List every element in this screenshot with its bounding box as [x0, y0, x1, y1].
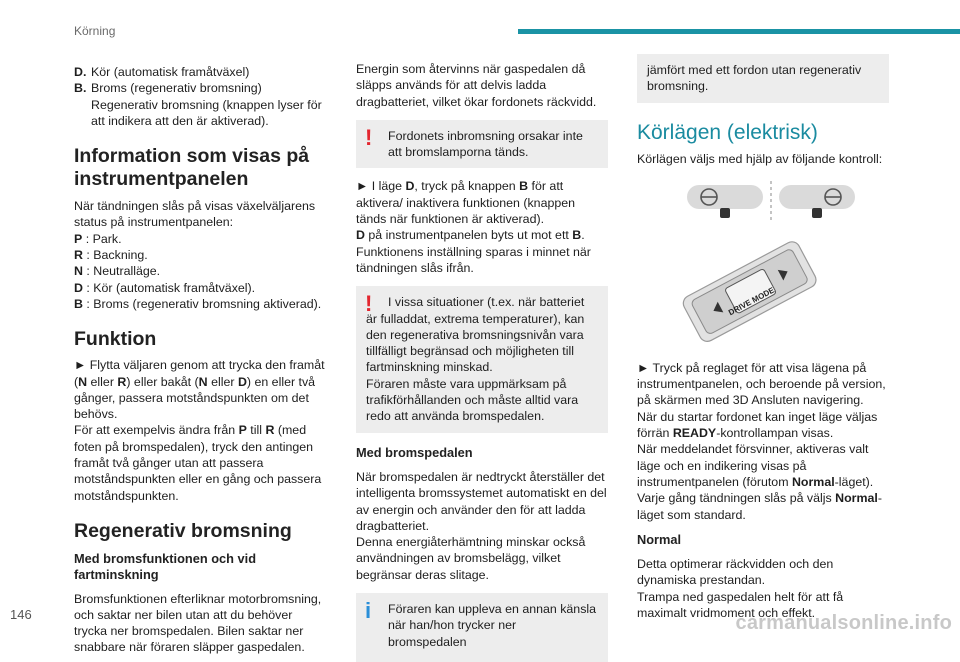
steering-wheel-icon [779, 185, 855, 218]
page-number: 146 [10, 607, 32, 622]
pedal-text-2: Denna energiåterhämtning minskar också användningen av bromsbelägg, vilket begränsar deras slitage. [356, 535, 586, 582]
heading-drive-modes: Körlägen (elektrisk) [637, 120, 818, 144]
list-item-b [74, 80, 326, 96]
funktion-step: ► Flytta väljaren genom att trycka den framåt (N eller R) eller bakåt (N eller D) en eller två gånger, passera motståndspunkten om det behövs. [74, 358, 325, 422]
heading-funktion: Funktion [74, 328, 157, 351]
status-item: R : Backning. [74, 248, 148, 263]
column-1 [74, 64, 326, 656]
regen-step-3: Funktionens inställning sparas i minnet när tändningen slås ifrån. [356, 244, 591, 275]
list-text: Broms (regenerativ bromsning) [91, 81, 262, 96]
steering-wheel-icon [687, 185, 763, 218]
info-text: jämfört med ett fordon utan regenerativ bromsning. [647, 63, 862, 94]
list-key: D. [74, 65, 87, 79]
drive-mode-button-label: DRIVE MODE [726, 285, 776, 318]
info-text: Föraren kan uppleva en annan känsla när han/hon trycker ner bromspedalen [388, 602, 597, 649]
info-icon: i [365, 598, 372, 624]
list-text: Kör (automatisk framåtväxel) [91, 65, 250, 79]
normal-text: Detta optimerar räckvidden och den dynamiska prestandan. [637, 557, 834, 588]
heading-regen: Regenerativ bromsning [74, 519, 292, 542]
status-list [74, 231, 326, 312]
warning-box [356, 120, 608, 169]
modes-step: ► Tryck på reglaget för att visa lägena på instrumentpanelen, och beroende på version, på skärmen med 3D Ansluten navigering. [637, 360, 886, 408]
modes-intro: Körlägen väljs med hjälp av följande kontroll: [637, 151, 883, 166]
heading-instrument-info: Information som visas på instrumentpanelen [74, 145, 310, 191]
regen-step-2: D på instrumentpanelen byts ut mot ett B. [356, 228, 585, 243]
column-2 [356, 61, 608, 662]
info-box [356, 593, 608, 662]
list-subtext: Regenerativ bromsning (knappen lyser för att indikera att den är aktiverad). [91, 97, 322, 128]
list-item-d [74, 64, 326, 80]
status-item: N : Neutralläge. [74, 264, 161, 279]
column-3 [637, 54, 889, 621]
warning-text-more: Föraren måste vara uppmärksam på trafikförhållanden och måste alltid vara redo att använda bromspedalen. [366, 376, 579, 424]
subheading-pedal: Med bromspedalen [356, 444, 473, 460]
drive-mode-control-illustration [637, 173, 889, 358]
normal-text-2: Trampa ned gaspedalen helt för att få maximalt vridmoment och effekt. [637, 589, 844, 621]
drive-mode-switch [681, 239, 819, 344]
warning-box-2 [356, 286, 608, 432]
header-accent-bar [518, 29, 960, 34]
watermark: carmanualsonline.info [735, 612, 952, 634]
pedal-text: När bromspedalen är nedtryckt återställer det intelligenta bromssystemet automatiskt en del av energin och använder den för att ladda dragbatteriet. [356, 469, 607, 533]
page-section-title: Körning [74, 24, 116, 38]
modes-message: När meddelandet försvinner, aktiveras valt läge och en indikering visas på instrumentpanelen (förutom Normal-läget). [637, 442, 874, 489]
regen-text: Bromsfunktionen efterliknar motorbromsning, och saktar ner bilen utan att du behöver trycka ner bromspedalen. Bilen saktar ner snabbare när föraren släpper gaspedalen. [74, 591, 322, 655]
warning-exclamation-icon: ! [365, 291, 373, 317]
info-box-continued [637, 54, 889, 103]
regen-step: ► I läge D, tryck på knappen B för att aktivera/ inaktivera funktionen (knappen tänds när funktionen är aktiverad). [356, 179, 576, 227]
list-key: B. [74, 81, 87, 96]
subheading-normal: Normal [637, 531, 682, 547]
status-item: P : Park. [74, 231, 122, 246]
modes-ready: När du startar fordonet kan inget läge väljas förrän READY-kontrollampan visas. [637, 409, 878, 441]
status-item: B : Broms (regenerativ bromsning aktiverad). [74, 296, 322, 311]
energy-text: Energin som återvinns när gaspedalen då släpps används för att delvis ladda dragbatteriet, vilket ökar fordonets räckvidd. [356, 62, 597, 109]
info-intro: När tändningen slås på visas växelväljarens status på instrumentpanelen: [74, 199, 316, 230]
modes-default: Varje gång tändningen slås på väljs Normal-läget som standard. [637, 491, 882, 522]
warning-text: I vissa situationer (t.ex. när batteriet är fulladdat, extrema temperaturer), kan den regenerativa bromsningsnivån vara tillfälligt begränsad och möjligheten till fartminskning minskad. [366, 295, 585, 375]
funktion-example: För att exempelvis ändra från P till R (med foten på bromspedalen), tryck den antingen framåt två gånger utan att passera motståndspunkten eller en gång och passera motståndspunkten. [74, 423, 322, 503]
warning-text: Fordonets inbromsning orsakar inte att bromslamporna tänds. [388, 128, 583, 160]
warning-exclamation-icon: ! [365, 124, 373, 150]
subheading-regen: Med bromsfunktionen och vid fartminskning [74, 550, 257, 583]
status-item: D : Kör (automatisk framåtväxel). [74, 280, 256, 295]
